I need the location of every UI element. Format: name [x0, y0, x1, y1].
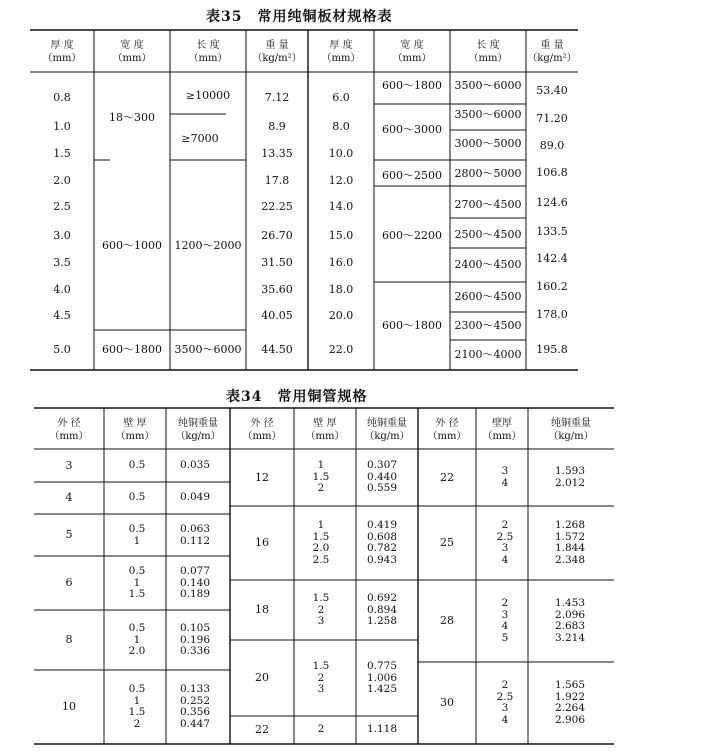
header-od-1: 外 径	[57, 418, 81, 429]
header-wall-3: 壁厚	[492, 418, 512, 429]
right-width-cell: 600～1800	[382, 319, 442, 332]
header-weight-3-unit: （kg/m）	[548, 431, 594, 442]
header-length-unit: （mm）	[188, 53, 228, 64]
left-thickness-cell: 2.0	[53, 174, 71, 187]
header-length-r: 长 度	[476, 40, 500, 51]
header-weight-1: 纯铜重量	[178, 418, 218, 429]
left-length-cell: 1200～2000	[174, 239, 242, 252]
wall-cell: 0.5 1 1.5	[128, 565, 146, 600]
left-weight-cell: 7.12	[264, 91, 290, 104]
right-weight-cell: 89.0	[539, 139, 565, 152]
right-weight-cell: 133.5	[536, 225, 568, 238]
weight-cell: 0.419 0.608 0.782 0.943	[366, 519, 398, 566]
left-weight-cell: 44.50	[261, 343, 293, 356]
right-thickness-cell: 10.0	[328, 147, 354, 160]
table34-title: 表34 常用铜管规格	[226, 389, 368, 405]
right-width-cell: 600～2500	[382, 169, 442, 182]
left-length-cell: ≥10000	[185, 89, 231, 102]
right-length-cell: 2100～4000	[454, 348, 522, 361]
right-width-cell: 600～2200	[382, 229, 442, 242]
od-cell: 22	[255, 723, 269, 736]
left-width-cell: 18～300	[109, 111, 155, 124]
weight-cell: 1.593 2.012	[554, 465, 586, 489]
wall-cell: 2 3 4 5	[501, 597, 509, 644]
right-length-cell: 2700～4500	[454, 198, 522, 211]
header-thickness-r: 厚 度	[329, 40, 353, 51]
wall-cell: 0.5	[128, 491, 146, 503]
header-thickness: 厚 度	[50, 40, 74, 51]
od-cell: 4	[65, 491, 73, 504]
right-thickness-cell: 12.0	[328, 174, 354, 187]
right-width-cell: 600～1800	[382, 79, 442, 92]
weight-cell: 1.565 1.922 2.264 2.906	[554, 679, 586, 726]
left-thickness-cell: 3.5	[53, 256, 71, 269]
right-thickness-cell: 8.0	[332, 120, 350, 133]
right-thickness-cell: 22.0	[328, 343, 354, 356]
left-thickness-cell: 4.5	[53, 309, 71, 322]
header-width-r-unit: （mm）	[392, 53, 432, 64]
right-weight-cell: 71.20	[536, 112, 568, 125]
wall-cell: 1.5 2 3	[312, 660, 330, 695]
header-length-r-unit: （mm）	[468, 53, 508, 64]
header-wall-3-unit: （mm）	[482, 431, 522, 442]
header-wall-2: 壁 厚	[313, 418, 337, 429]
left-weight-cell: 22.25	[261, 200, 293, 213]
od-cell: 6	[65, 576, 73, 589]
left-length-cell: 3500～6000	[174, 343, 242, 356]
header-weight-2: 纯铜重量	[367, 418, 407, 429]
header-length: 长 度	[196, 40, 220, 51]
left-width-cell: 600～1800	[102, 343, 162, 356]
od-cell: 30	[440, 696, 454, 709]
header-weight-2-unit: （kg/m）	[364, 431, 410, 442]
wall-cell: 0.5 1 1.5 2	[128, 683, 146, 730]
right-thickness-cell: 18.0	[328, 283, 354, 296]
right-thickness-cell: 14.0	[328, 200, 354, 213]
od-cell: 10	[62, 700, 76, 713]
header-weight-unit: （kg/m²）	[252, 53, 302, 64]
left-weight-cell: 13.35	[261, 147, 293, 160]
header-width-r: 宽 度	[400, 40, 424, 51]
left-weight-cell: 17.8	[264, 174, 290, 187]
right-length-cell: 3500～6000	[454, 79, 522, 92]
wall-cell: 2	[317, 723, 325, 735]
weight-cell: 0.049	[179, 491, 211, 503]
left-width-cell: 600～1000	[102, 239, 162, 252]
od-cell: 25	[440, 536, 454, 549]
od-cell: 18	[255, 603, 269, 616]
header-od-2-unit: （mm）	[242, 431, 282, 442]
wall-cell: 1 1.5 2.0 2.5	[312, 519, 330, 566]
right-weight-cell: 53.40	[536, 84, 568, 97]
right-width-cell: 600～3000	[382, 123, 442, 136]
left-thickness-cell: 5.0	[53, 343, 71, 356]
header-weight: 重 量	[265, 40, 289, 51]
weight-cell: 0.775 1.006 1.425	[366, 660, 398, 695]
header-weight-3: 纯铜重量	[551, 418, 591, 429]
header-weight-1-unit: （kg/m）	[175, 431, 221, 442]
right-thickness-cell: 15.0	[328, 229, 354, 242]
header-wall-1-unit: （mm）	[115, 431, 155, 442]
header-wall-2-unit: （mm）	[305, 431, 345, 442]
header-width: 宽 度	[120, 40, 144, 51]
weight-cell: 0.307 0.440 0.559	[366, 459, 398, 494]
right-weight-cell: 178.0	[536, 308, 568, 321]
weight-cell: 0.063 0.112	[179, 523, 211, 547]
weight-cell: 0.133 0.252 0.356 0.447	[179, 683, 211, 730]
od-cell: 28	[440, 614, 454, 627]
right-weight-cell: 195.8	[536, 343, 568, 356]
header-weight-r-unit: （kg/m²）	[527, 53, 577, 64]
left-thickness-cell: 1.0	[53, 120, 71, 133]
right-length-cell: 3500～6000	[454, 108, 522, 121]
od-cell: 16	[255, 536, 269, 549]
right-length-cell: 2500～4500	[454, 228, 522, 241]
wall-cell: 2 2.5 3 4	[496, 519, 514, 566]
left-length-cell: ≥7000	[181, 132, 219, 145]
wall-cell: 3 4	[501, 465, 509, 489]
right-length-cell: 2600～4500	[454, 290, 522, 303]
od-cell: 20	[255, 671, 269, 684]
right-weight-cell: 106.8	[536, 166, 568, 179]
table35-title: 表35 常用纯铜板材规格表	[206, 9, 393, 25]
left-thickness-cell: 1.5	[53, 147, 71, 160]
right-thickness-cell: 6.0	[332, 91, 350, 104]
header-width-unit: （mm）	[112, 53, 152, 64]
left-weight-cell: 31.50	[261, 256, 293, 269]
od-cell: 5	[65, 528, 73, 541]
left-weight-cell: 40.05	[261, 309, 293, 322]
right-weight-cell: 160.2	[536, 280, 568, 293]
left-thickness-cell: 0.8	[53, 91, 71, 104]
wall-cell: 0.5 1 2.0	[128, 622, 146, 657]
header-wall-1: 壁 厚	[123, 418, 147, 429]
od-cell: 22	[440, 471, 454, 484]
header-od-1-unit: （mm）	[49, 431, 89, 442]
left-thickness-cell: 2.5	[53, 200, 71, 213]
weight-cell: 1.118	[366, 723, 398, 735]
header-od-3: 外 径	[435, 418, 459, 429]
left-thickness-cell: 3.0	[53, 229, 71, 242]
right-length-cell: 3000～5000	[454, 137, 522, 150]
wall-cell: 1 1.5 2	[312, 459, 330, 494]
wall-cell: 0.5 1	[128, 523, 146, 547]
left-weight-cell: 26.70	[261, 229, 293, 242]
wall-cell: 2 2.5 3 4	[496, 679, 514, 726]
wall-cell: 1.5 2 3	[312, 592, 330, 627]
header-od-3-unit: （mm）	[427, 431, 467, 442]
od-cell: 12	[255, 471, 269, 484]
weight-cell: 0.035	[179, 459, 211, 471]
header-weight-r: 重 量	[540, 40, 564, 51]
header-od-2: 外 径	[250, 418, 274, 429]
right-length-cell: 2300～4500	[454, 319, 522, 332]
weight-cell: 0.077 0.140 0.189	[179, 565, 211, 600]
header-thickness-r-unit: （mm）	[321, 53, 361, 64]
right-thickness-cell: 16.0	[328, 256, 354, 269]
od-cell: 3	[65, 459, 73, 472]
left-weight-cell: 8.9	[268, 120, 286, 133]
weight-cell: 1.268 1.572 1.844 2.348	[554, 519, 586, 566]
left-thickness-cell: 4.0	[53, 283, 71, 296]
right-length-cell: 2800～5000	[454, 167, 522, 180]
wall-cell: 0.5	[128, 459, 146, 471]
od-cell: 8	[65, 633, 73, 646]
weight-cell: 0.692 0.894 1.258	[366, 592, 398, 627]
weight-cell: 1.453 2.096 2.683 3.214	[554, 597, 586, 644]
weight-cell: 0.105 0.196 0.336	[179, 622, 211, 657]
right-thickness-cell: 20.0	[328, 309, 354, 322]
right-length-cell: 2400～4500	[454, 258, 522, 271]
right-weight-cell: 124.6	[536, 196, 568, 209]
header-thickness-unit: （mm）	[42, 53, 82, 64]
right-weight-cell: 142.4	[536, 252, 568, 265]
left-weight-cell: 35.60	[261, 283, 293, 296]
